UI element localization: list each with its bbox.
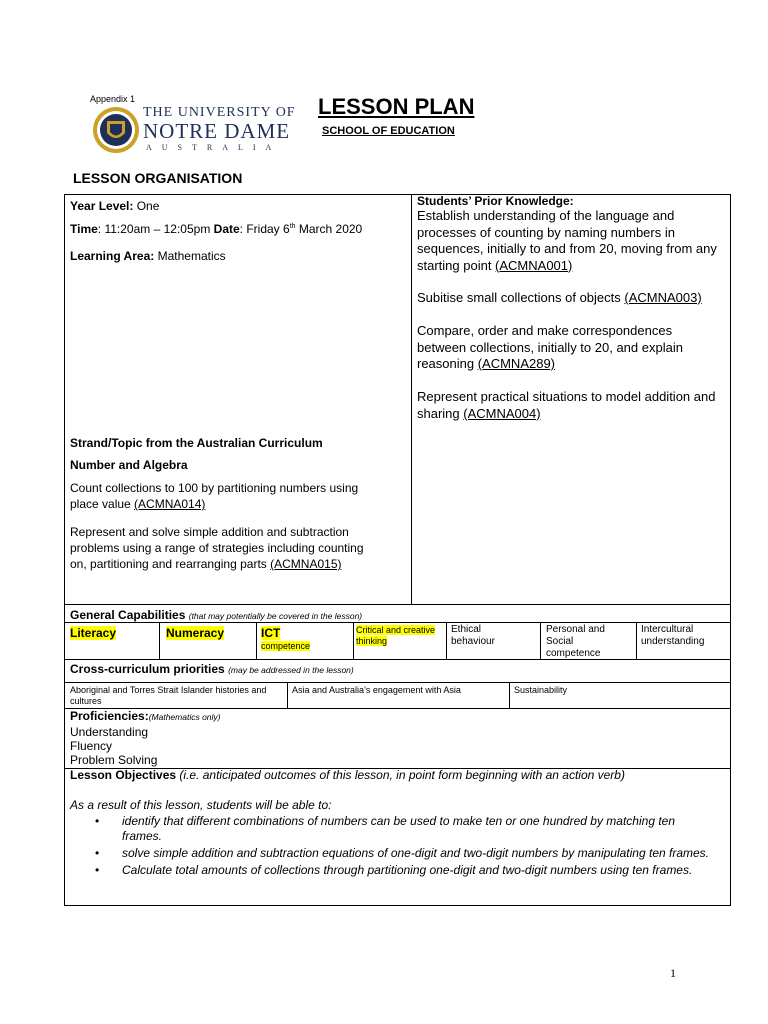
date-label: Date: [213, 222, 240, 236]
appendix-label: Appendix 1: [90, 94, 136, 104]
time-label: Time: [70, 222, 98, 236]
priority-asia: Asia and Australia’s engagement with Asia: [292, 685, 461, 695]
capability-ict: ICT competence: [261, 626, 311, 651]
curriculum-code-link[interactable]: (ACMNA014): [134, 497, 206, 511]
area-label: Learning Area:: [70, 249, 155, 263]
objectives-list: [70, 814, 710, 880]
year-value: One: [136, 199, 160, 213]
priority-sustainability: Sustainability: [514, 685, 568, 695]
page-title: LESSON PLAN: [318, 94, 475, 119]
university-name-line2: NOTRE DAME: [143, 119, 291, 143]
capability-literacy: Literacy: [70, 626, 117, 640]
objective-item: • Calculate total amounts of collections through partitioning one-digit and two-digit numbers using ten frames.: [70, 863, 710, 878]
curriculum-code-link[interactable]: (ACMNA001): [495, 257, 573, 273]
year-level: [70, 198, 159, 214]
priority-aboriginal: Aboriginal and Torres Strait Islander histories and cultures: [70, 685, 267, 706]
capabilities-heading: General Capabilities (that may potentially be covered in the lesson): [70, 608, 363, 622]
objectives-intro: As a result of this lesson, students will be able to:: [70, 798, 332, 812]
strand-item: Count collections to 100 by partitioning numbers using place value (ACMNA014): [70, 481, 359, 511]
university-name-line1: THE UNIVERSITY OF: [143, 105, 296, 120]
strand-heading: Strand/Topic from the Australian Curriculum: [70, 436, 323, 450]
capability-critical-thinking: Critical and creative thinking: [356, 625, 436, 646]
area-value: Mathematics: [157, 249, 226, 263]
prior-knowledge-item: Subitise small collections of objects (ACMNA003): [417, 290, 702, 305]
time-value: : 11:20am – 12:05pm: [97, 222, 214, 236]
objective-item: • solve simple addition and subtraction equations of one-digit and two-digit numbers by manipulating ten frames.: [70, 846, 710, 861]
capability-personal-social: Personal and Social competence: [546, 624, 605, 659]
year-label: Year Level:: [70, 199, 134, 213]
objectives-heading: Lesson Objectives (i.e. anticipated outcomes of this lesson, in point form beginning with an action verb): [70, 768, 625, 782]
time-date: [70, 219, 362, 237]
curriculum-code-link[interactable]: (ACMNA003): [624, 290, 702, 305]
cross-curriculum-heading: Cross-curriculum priorities (may be addressed in the lesson): [70, 662, 354, 676]
date-superscript: th: [289, 223, 296, 230]
university-crest-logo: [92, 106, 140, 154]
capability-numeracy: Numeracy: [166, 626, 225, 640]
page-subtitle: SCHOOL OF EDUCATION: [322, 125, 455, 137]
curriculum-code-link[interactable]: (ACMNA015): [270, 557, 342, 571]
page-number: 1: [670, 966, 676, 980]
learning-area: [70, 248, 226, 264]
date-value-month: March 2020: [295, 222, 363, 236]
strand-name: Number and Algebra: [70, 458, 188, 472]
date-value: : Friday 6: [239, 222, 290, 236]
prior-knowledge-heading: Students’ Prior Knowledge:: [417, 194, 574, 208]
curriculum-code-link[interactable]: (ACMNA004): [463, 405, 541, 421]
objective-item: • identify that different combinations of numbers can be used to make ten or one hundred by matching ten frames.: [70, 814, 710, 844]
proficiency-item: Understanding: [70, 725, 149, 739]
proficiency-item: Problem Solving: [70, 753, 158, 767]
university-name-line3: AUSTRALIA: [146, 143, 282, 152]
capability-intercultural: Intercultural understanding: [641, 624, 705, 647]
prior-knowledge-item: Establish understanding of the language and processes of counting by naming numbers in sequences, initially to and from 20, moving from any starting point (ACMNA001): [417, 208, 717, 273]
proficiencies-heading: Proficiencies:(Mathematics only): [70, 709, 221, 723]
prior-knowledge-item: Compare, order and make correspondences between collections, initially to 20, and explain reasoning (ACMNA289): [417, 323, 683, 371]
section-title: LESSON ORGANISATION: [73, 170, 243, 186]
strand-item: Represent and solve simple addition and subtraction problems using a range of strategies including counting on, partitioning and rearranging parts (ACMNA015): [70, 525, 364, 571]
curriculum-code-link[interactable]: (ACMNA289): [477, 356, 556, 371]
proficiency-item: Fluency: [70, 739, 113, 753]
prior-knowledge-item: Represent practical situations to model addition and sharing (ACMNA004): [417, 389, 716, 421]
capability-ethical: Ethical behaviour: [451, 624, 495, 647]
